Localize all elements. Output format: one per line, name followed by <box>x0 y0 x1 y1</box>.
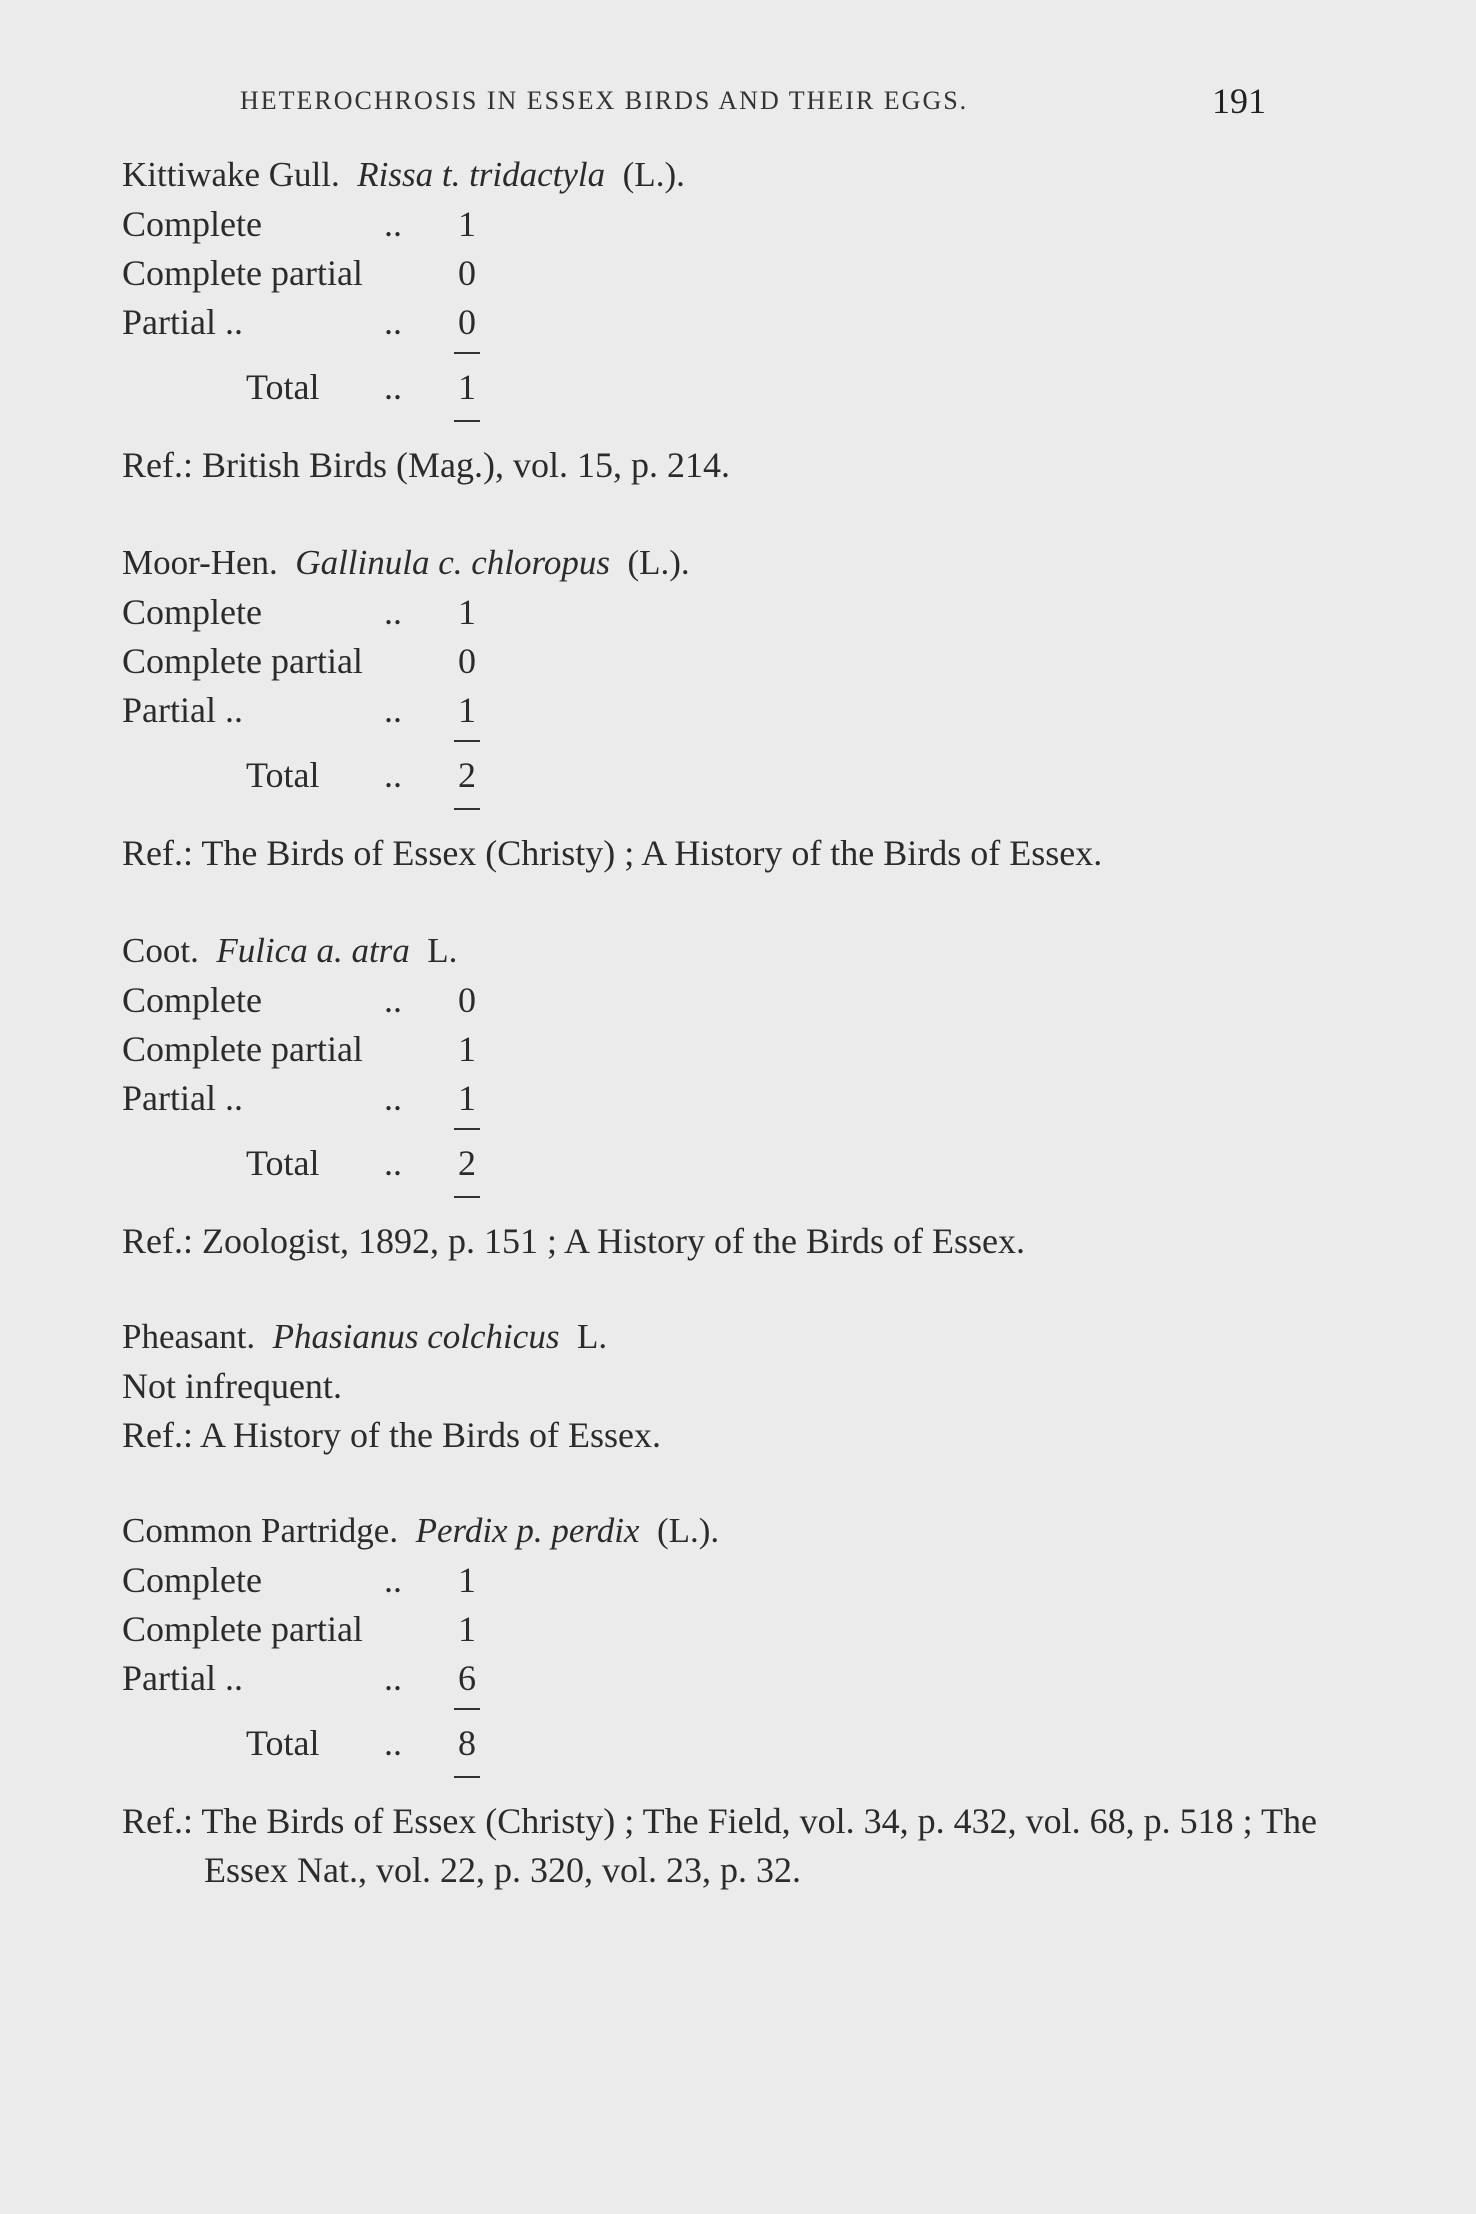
sum-rule <box>122 415 1322 427</box>
page-number: 191 <box>1212 81 1266 121</box>
leader-dots: .. <box>384 302 402 342</box>
count-row-complete <box>122 976 1322 1025</box>
total-label: Total <box>246 755 320 795</box>
row-count: 1 <box>458 1029 476 1069</box>
total-row <box>122 359 1322 415</box>
leader-dots: .. <box>384 1723 402 1763</box>
leader-dots: .. <box>384 1143 402 1183</box>
count-row-complete-partial <box>122 249 1322 298</box>
total-count: 8 <box>458 1723 476 1763</box>
ref-prefix: Ref.: <box>122 1415 193 1455</box>
common-name: Pheasant. <box>122 1317 256 1356</box>
ref-text: British Birds (Mag.), vol. 15, p. 214. <box>201 445 730 485</box>
leader-dots: .. <box>384 204 402 244</box>
total-row <box>122 747 1322 803</box>
leader-dots: .. <box>384 980 402 1020</box>
page-content <box>122 150 1322 1895</box>
sum-rule <box>122 1703 1322 1715</box>
author-citation: (L.). <box>622 155 685 194</box>
common-name: Coot. <box>122 931 199 970</box>
species-entry-moor-hen <box>122 538 1322 878</box>
reference <box>122 1411 1322 1460</box>
count-row-partial <box>122 686 1322 735</box>
latin-name: Perdix p. perdix <box>415 1511 640 1550</box>
common-name: Moor-Hen. <box>122 543 278 582</box>
common-name: Common Partridge. <box>122 1511 399 1550</box>
total-count: 1 <box>458 367 476 407</box>
leader-dots: .. <box>384 690 402 730</box>
count-row-complete <box>122 588 1322 637</box>
sum-rule <box>122 735 1322 747</box>
leader-dots: .. <box>384 1658 402 1698</box>
ref-text: The Birds of Essex (Christy) ; A History of the Birds of Essex. <box>201 833 1103 873</box>
row-count: 1 <box>458 204 476 244</box>
row-label: Complete <box>122 1560 262 1600</box>
count-row-complete-partial <box>122 1605 1322 1654</box>
ref-text: The Birds of Essex (Christy) ; The Field, vol. 34, p. 432, vol. 68, p. 518 ; The Essex Nat., vol. 22, p. 320, vol. 23, p. 32. <box>201 1801 1317 1890</box>
species-heading <box>122 1506 1322 1556</box>
entry-spacer <box>122 1266 1322 1312</box>
leader-dots: .. <box>384 755 402 795</box>
row-label: Complete partial <box>122 1609 363 1649</box>
row-label: Partial .. <box>122 302 243 342</box>
row-count: 6 <box>458 1658 476 1698</box>
sum-rule <box>122 1771 1322 1783</box>
ref-text: A History of the Birds of Essex. <box>200 1415 661 1455</box>
author-citation: L. <box>576 1317 608 1356</box>
count-row-partial <box>122 1074 1322 1123</box>
row-count: 0 <box>458 980 476 1020</box>
latin-name: Fulica a. atra <box>216 931 410 970</box>
leader-dots: .. <box>384 592 402 632</box>
species-entry-kittiwake-gull <box>122 150 1322 490</box>
leader-dots: .. <box>384 1560 402 1600</box>
total-row <box>122 1715 1322 1771</box>
reference <box>122 1797 1322 1895</box>
reference <box>122 829 1322 878</box>
species-entry-common-partridge <box>122 1506 1322 1895</box>
row-count: 0 <box>458 641 476 681</box>
sum-rule <box>122 803 1322 815</box>
total-row <box>122 1135 1322 1191</box>
leader-dots: .. <box>384 367 402 407</box>
total-label: Total <box>246 367 320 407</box>
sum-rule <box>122 1123 1322 1135</box>
ref-prefix: Ref.: <box>122 833 193 873</box>
latin-name: Phasianus colchicus <box>272 1317 560 1356</box>
latin-name: Rissa t. tridactyla <box>357 155 606 194</box>
total-count: 2 <box>458 1143 476 1183</box>
total-label: Total <box>246 1143 320 1183</box>
row-label: Complete partial <box>122 1029 363 1069</box>
row-label: Complete partial <box>122 641 363 681</box>
species-heading <box>122 926 1322 976</box>
row-count: 1 <box>458 1609 476 1649</box>
running-head <box>0 80 1476 124</box>
row-label: Complete <box>122 204 262 244</box>
reference <box>122 1217 1322 1266</box>
count-row-partial <box>122 298 1322 347</box>
entry-spacer <box>122 878 1322 926</box>
total-label: Total <box>246 1723 320 1763</box>
count-row-complete <box>122 1556 1322 1605</box>
row-count: 1 <box>458 1078 476 1118</box>
author-citation: L. <box>427 931 458 970</box>
author-citation: (L.). <box>656 1511 720 1550</box>
count-row-partial <box>122 1654 1322 1703</box>
ref-text: Zoologist, 1892, p. 151 ; A History of the Birds of Essex. <box>201 1221 1025 1261</box>
reference <box>122 441 1322 490</box>
species-entry-pheasant <box>122 1312 1322 1460</box>
row-count: 1 <box>458 592 476 632</box>
row-count: 1 <box>458 1560 476 1600</box>
row-label: Partial .. <box>122 1658 243 1698</box>
ref-prefix: Ref.: <box>122 1801 193 1841</box>
leader-dots: .. <box>384 1078 402 1118</box>
row-label: Partial .. <box>122 1078 243 1118</box>
entry-spacer <box>122 1460 1322 1506</box>
total-count: 2 <box>458 755 476 795</box>
species-heading <box>122 150 1322 200</box>
species-entry-coot <box>122 926 1322 1266</box>
row-count: 0 <box>458 302 476 342</box>
sum-rule <box>122 1191 1322 1203</box>
count-row-complete-partial <box>122 1025 1322 1074</box>
ref-prefix: Ref.: <box>122 1221 193 1261</box>
row-label: Complete <box>122 980 262 1020</box>
row-label: Complete partial <box>122 253 363 293</box>
author-citation: (L.). <box>627 543 690 582</box>
species-heading <box>122 1312 1322 1362</box>
row-label: Partial .. <box>122 690 243 730</box>
row-count: 0 <box>458 253 476 293</box>
sum-rule <box>122 347 1322 359</box>
frequency-note: Not infrequent. <box>122 1366 342 1406</box>
count-row-complete-partial <box>122 637 1322 686</box>
row-label: Complete <box>122 592 262 632</box>
row-count: 1 <box>458 690 476 730</box>
common-name: Kittiwake Gull. <box>122 155 340 194</box>
running-title: HETEROCHROSIS IN ESSEX BIRDS AND THEIR EGGS. <box>240 86 969 115</box>
species-heading <box>122 538 1322 588</box>
ref-prefix: Ref.: <box>122 445 193 485</box>
entry-spacer <box>122 490 1322 538</box>
count-row-complete <box>122 200 1322 249</box>
latin-name: Gallinula c. chloropus <box>295 543 610 582</box>
